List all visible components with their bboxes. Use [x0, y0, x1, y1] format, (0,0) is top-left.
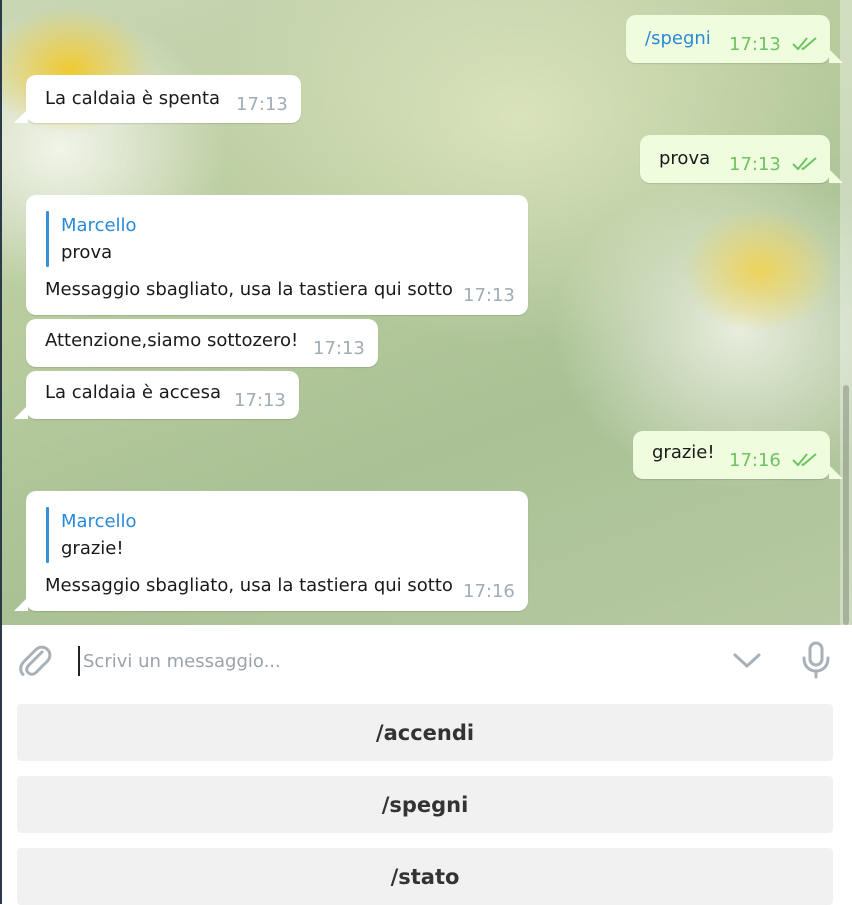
message-incoming-reply[interactable]: [26, 195, 528, 315]
window-edge: [0, 0, 2, 904]
message-incoming-reply[interactable]: [26, 491, 528, 611]
message-input[interactable]: [78, 646, 705, 676]
message-time: 17:13: [729, 34, 781, 55]
bubble-tail: [14, 405, 28, 419]
double-check-icon: [792, 35, 820, 51]
message-text[interactable]: /spegni: [645, 28, 711, 49]
message-text: Messaggio sbagliato, usa la tastiera qui sotto: [45, 279, 453, 300]
reply-text: grazie!: [61, 538, 124, 559]
message-text: Attenzione,siamo sottozero!: [45, 330, 299, 351]
message-text: grazie!: [652, 442, 715, 463]
reply-author[interactable]: Marcello: [61, 511, 137, 532]
message-text: La caldaia è spenta: [45, 88, 221, 109]
message-incoming[interactable]: [26, 371, 299, 419]
reply-quote-bar: [46, 507, 49, 563]
message-time: 17:13: [729, 154, 781, 175]
keyboard-button-accendi[interactable]: /accendi: [17, 704, 833, 761]
reply-author[interactable]: Marcello: [61, 215, 137, 236]
message-incoming[interactable]: [26, 75, 301, 123]
keyboard-button-spegni[interactable]: /spegni: [17, 776, 833, 833]
double-check-icon: [792, 451, 820, 467]
paperclip-icon[interactable]: [18, 642, 52, 678]
message-text: Messaggio sbagliato, usa la tastiera qui sotto: [45, 575, 453, 596]
chevron-down-icon[interactable]: [732, 652, 762, 670]
message-incoming[interactable]: [26, 319, 378, 367]
message-text: prova: [659, 148, 711, 169]
message-time: 17:16: [729, 450, 781, 471]
double-check-icon: [792, 155, 820, 171]
reply-quote-bar: [46, 211, 49, 267]
reply-text: prova: [61, 242, 113, 263]
message-time: 17:13: [463, 285, 515, 306]
bubble-tail: [14, 109, 28, 123]
message-outgoing[interactable]: [640, 135, 830, 183]
scrollbar-thumb[interactable]: [843, 385, 849, 625]
message-time: 17:16: [463, 581, 515, 602]
message-outgoing[interactable]: [626, 15, 830, 63]
message-time: 17:13: [236, 94, 288, 115]
bubble-tail: [14, 597, 28, 611]
message-text: La caldaia è accesa: [45, 382, 222, 403]
message-outgoing[interactable]: [633, 431, 830, 479]
keyboard-button-stato[interactable]: /stato: [17, 848, 833, 905]
microphone-icon[interactable]: [800, 641, 832, 679]
message-time: 17:13: [313, 338, 365, 359]
message-time: 17:13: [234, 390, 286, 411]
